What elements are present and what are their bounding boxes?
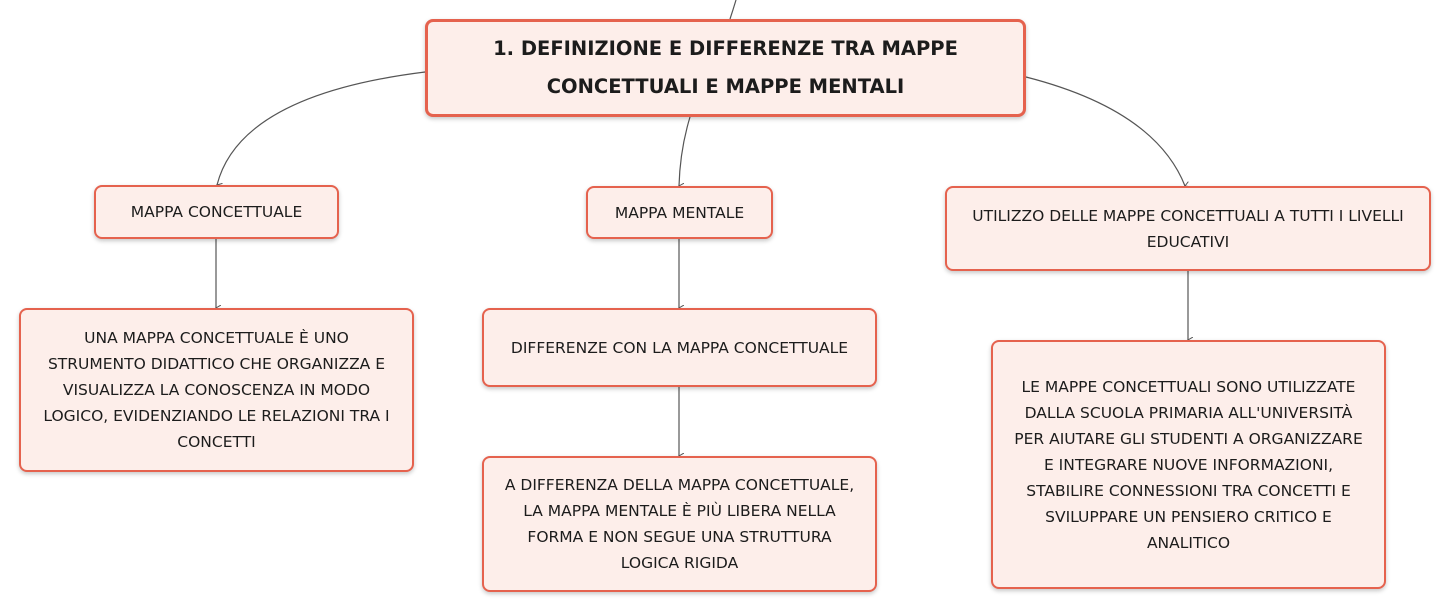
subtopic-definizione-mappa-concettuale[interactable] [19,308,414,472]
topic-mappa-concettuale[interactable] [94,185,339,239]
connector-root-to-mappa-concettuale [217,72,425,185]
subtopic-utilizzo-descrizione[interactable] [991,340,1386,589]
subtopic-differenze-label: DIFFERENZE CON LA MAPPA CONCETTUALE [510,338,849,357]
subtopic-utilizzo-descrizione-label: LE MAPPE CONCETTUALI SONO UTILIZZATE DALLA SCUOLA PRIMARIA ALL'UNIVERSITÀ PER AIUTARE GLI STUDENTI A ORGANIZZARE E INTEGRARE NUOVE INFORMAZIONI, STABILIRE CONNESSIONI TRA CONCETTI E SVILUPPARE UN PENSIERO CRITICO E ANALITICO [1014,377,1363,552]
subtopic-differenze[interactable] [482,308,877,387]
connector-root-to-mappa-mentale [679,117,690,186]
topic-utilizzo-mappe[interactable] [945,186,1431,271]
subtopic-descrizione-mappa-mentale-label: A DIFFERENZA DELLA MAPPA CONCETTUALE, LA MAPPA MENTALE È PIÙ LIBERA NELLA FORMA E NON SEGUE UNA STRUTTURA LOGICA RIGIDA [504,476,855,572]
topic-mappa-mentale-label: MAPPA MENTALE [614,203,745,222]
connector-incoming [730,0,736,19]
topic-mappa-mentale[interactable] [586,186,773,239]
topic-mappa-concettuale-label: MAPPA CONCETTUALE [130,203,303,221]
subtopic-descrizione-mappa-mentale[interactable] [482,456,877,592]
root-topic-label: 1. DEFINIZIONE E DIFFERENZE TRA MAPPE CONCETTUALI E MAPPE MENTALI [493,37,958,98]
topic-utilizzo-mappe-label: UTILIZZO DELLE MAPPE CONCETTUALI A TUTTI I LIVELLI EDUCATIVI [972,206,1404,251]
subtopic-definizione-mappa-concettuale-label: UNA MAPPA CONCETTUALE È UNO STRUMENTO DIDATTICO CHE ORGANIZZA E VISUALIZZA LA CONOSCENZA IN MODO LOGICO, EVIDENZIANDO LE RELAZIONI TRA I CONCETTI [43,329,390,451]
root-topic[interactable] [425,19,1026,117]
connector-root-to-utilizzo [1026,77,1185,186]
